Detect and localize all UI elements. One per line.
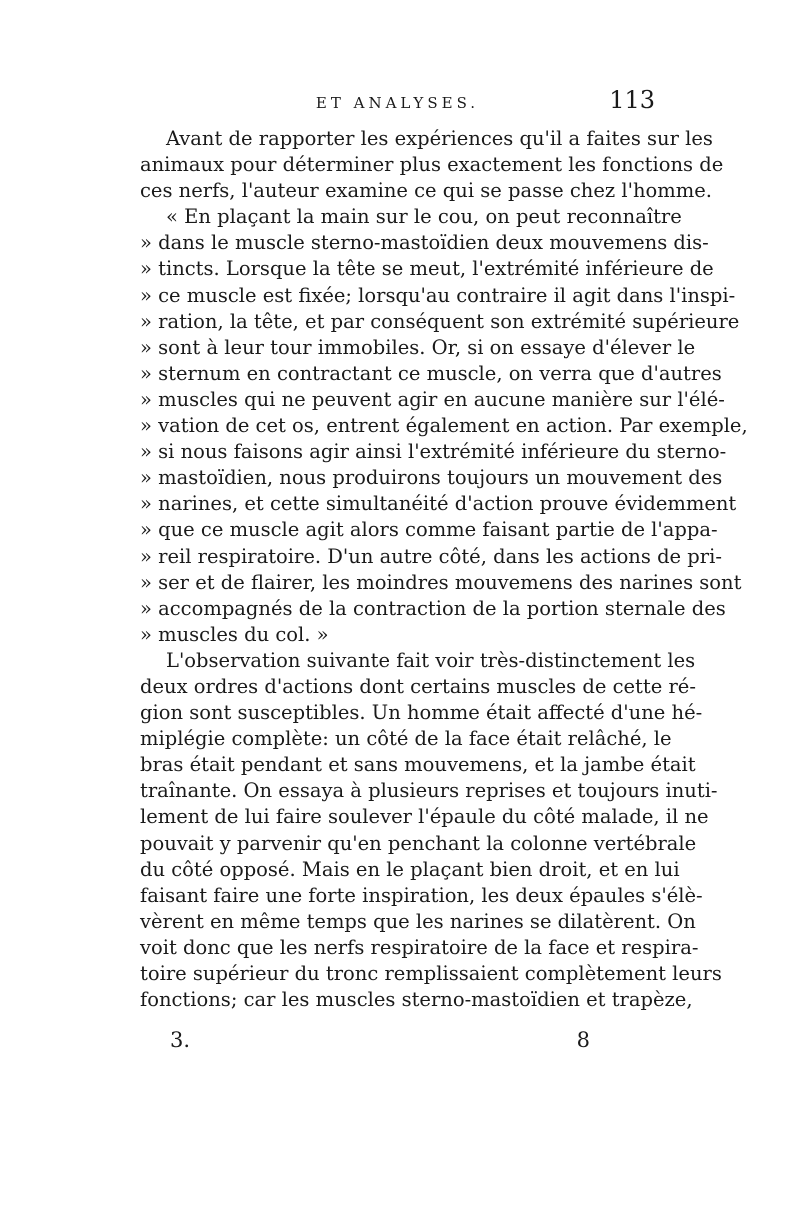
- text-line: bras était pendant et sans mouvemens, et la jambe était: [140, 753, 696, 777]
- text-line: » ser et de flairer, les moindres mouvemens des narines sont: [140, 570, 742, 594]
- running-head: [140, 86, 655, 116]
- text-line: lement de lui faire soulever l'épaule du côté malade, il ne: [140, 805, 709, 829]
- text-line: voit donc que les nerfs respiratoire de la face et respira-: [140, 935, 699, 959]
- text-line: » vation de cet os, entrent également en action. Par exemple,: [140, 414, 748, 438]
- text-line: » ration, la tête, et par conséquent son extrémité supérieure: [140, 309, 740, 333]
- text-line: » reil respiratoire. D'un autre côté, dans les actions de pri-: [140, 544, 722, 568]
- sheet-signature: 8: [576, 1028, 590, 1052]
- text-line: miplégie complète: un côté de la face était relâché, le: [140, 727, 672, 751]
- text-line: toire supérieur du tronc remplissaient complètement leurs: [140, 962, 722, 985]
- text-line: « En plaçant la main sur le cou, on peut reconnaître: [166, 205, 682, 229]
- text-line: animaux pour déterminer plus exactement les fonctions de: [140, 153, 724, 177]
- text-line: faisant faire une forte inspiration, les deux épaules s'élè-: [140, 883, 703, 907]
- text-line: » muscles du col. »: [140, 622, 329, 646]
- text-line: » ce muscle est fixée; lorsqu'au contraire il agit dans l'inspi-: [140, 283, 736, 307]
- body-text: [140, 126, 748, 1013]
- text-line: deux ordres d'actions dont certains muscles de cette ré-: [140, 674, 696, 698]
- text-line: » tincts. Lorsque la tête se meut, l'extrémité inférieure de: [140, 257, 714, 281]
- text-line: » muscles qui ne peuvent agir en aucune manière sur l'élé-: [140, 387, 725, 411]
- text-line: » que ce muscle agit alors comme faisant partie de l'appa-: [140, 518, 718, 542]
- text-line: » dans le muscle sterno-mastoïdien deux mouvemens dis-: [140, 231, 709, 255]
- text-line: » mastoïdien, nous produirons toujours un mouvement des: [140, 466, 723, 490]
- text-line: » si nous faisons agir ainsi l'extrémité inférieure du sterno-: [140, 440, 727, 464]
- text-line: du côté opposé. Mais en le plaçant bien droit, et en lui: [140, 857, 680, 881]
- text-line: Avant de rapporter les expériences qu'il a faites sur les: [166, 127, 713, 150]
- text-line: » sont à leur tour immobiles. Or, si on essaye d'élever le: [140, 335, 696, 359]
- text-line: L'observation suivante fait voir très-distinctement les: [166, 648, 696, 672]
- volume-signature: 3.: [170, 1028, 191, 1052]
- text-line: ces nerfs, l'auteur examine ce qui se passe chez l'homme.: [140, 179, 712, 203]
- text-line: vèrent en même temps que les narines se dilatèrent. On: [140, 909, 696, 933]
- text-line: » sternum en contractant ce muscle, on verra que d'autres: [140, 361, 722, 385]
- running-title: ET ANALYSES.: [315, 94, 480, 112]
- text-line: fonctions; car les muscles sterno-mastoïdien et trapèze,: [140, 988, 693, 1012]
- text-line: gion sont susceptibles. Un homme était affecté d'une hé-: [140, 701, 703, 725]
- text-line: » accompagnés de la contraction de la portion sternale des: [140, 596, 726, 620]
- text-line: pouvait y parvenir qu'en penchant la colonne vertébrale: [140, 831, 697, 855]
- text-line: traînante. On essaya à plusieurs reprises et toujours inuti-: [140, 779, 718, 803]
- page-number: 113: [609, 86, 655, 114]
- text-line: » narines, et cette simultanéité d'action prouve évidemment: [140, 492, 737, 516]
